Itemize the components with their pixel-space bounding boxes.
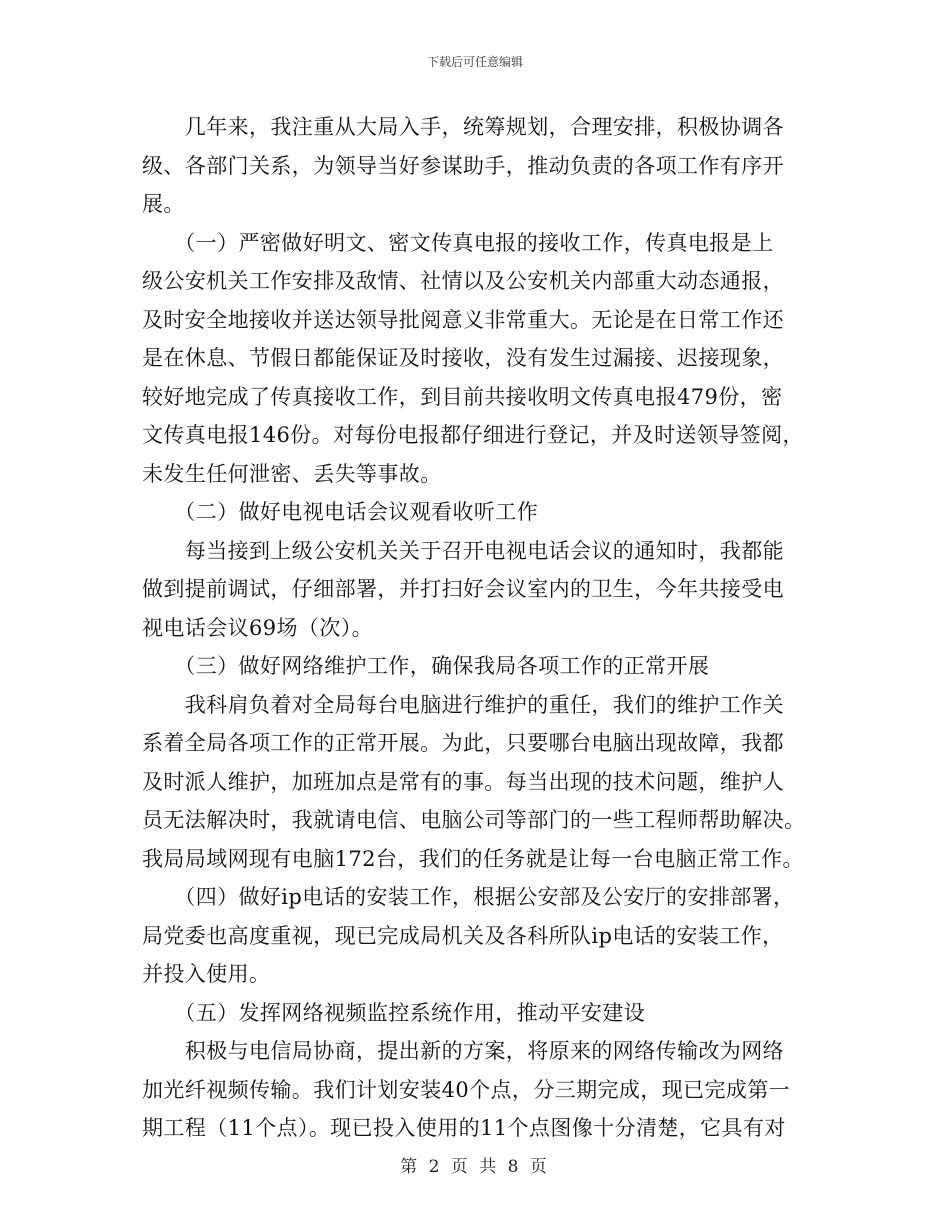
text-line: 加光纤视频传输。我们计划安装40个点，分三期完成，现已完成第一 (142, 1077, 791, 1102)
text-line: 文传真电报146份。对每份电报都仔细进行登记，并及时送领导签阅， (142, 423, 804, 447)
section-heading: （五）发挥网络视频监控系统作用，推动平安建设 (142, 1000, 646, 1025)
page-footer: 第 2 页 共 8 页 (400, 1157, 550, 1177)
text-line: 员无法解决时，我就请电信、电脑公司等部门的一些工程师帮助解决。 (142, 808, 806, 832)
text-line: 是在休息、节假日都能保证及时接收，没有发生过漏接、迟接现象， (142, 346, 784, 370)
text-line: 展。 (142, 192, 185, 216)
text-line: 及时安全地接收并送达领导批阅意义非常重大。无论是在日常工作还 (142, 307, 784, 332)
text-line: 视电话会议69场（次）。 (142, 615, 374, 640)
text-line: 我科肩负着对全局每台电脑进行维护的重任，我们的维护工作关 (142, 692, 784, 717)
text-line: 系着全局各项工作的正常开展。为此，只要哪台电脑出现故障，我都 (142, 731, 784, 755)
text-line: 期工程（11个点）。现已投入使用的11个点图像十分清楚，它具有对 (142, 1116, 786, 1140)
document-body (142, 108, 812, 1148)
section-heading: （三）做好网络维护工作，确保我局各项工作的正常开展 (142, 654, 710, 678)
text-line: 几年来，我注重从大局入手，统筹规划，合理安排，积极协调各 (142, 115, 784, 139)
text-line: 做到提前调试，仔细部署，并打扫好会议室内的卫生，今年共接受电 (142, 577, 784, 601)
text-line: 局党委也高度重视，现已完成局机关及各科所队ip电话的安装工作， (142, 923, 784, 948)
text-line: 级公安机关工作安排及敌情、社情以及公安机关内部重大动态通报， (142, 269, 784, 293)
text-line: 每当接到上级公安机关关于召开电视电话会议的通知时，我都能 (142, 538, 784, 563)
section-heading: （二）做好电视电话会议观看收听工作 (142, 500, 539, 524)
text-line: 较好地完成了传真接收工作，到目前共接收明文传真电报479份，密 (142, 384, 783, 409)
text-line: 积极与电信局协商，提出新的方案，将原来的网络传输改为网络 (142, 1039, 784, 1063)
text-line: 及时派人维护，加班加点是常有的事。每当出现的技术问题，维护人 (142, 769, 784, 794)
text-line: 级、各部门关系，为领导当好参谋助手，推动负责的各项工作有序开 (142, 153, 784, 178)
text-line: 我局局域网现有电脑172台，我们的任务就是让每一台电脑正常工作。 (142, 846, 804, 871)
page-header: 下载后可任意编辑 (426, 55, 523, 69)
text-line: （四）做好ip电话的安装工作，根据公安部及公安厅的安排部署， (142, 885, 795, 909)
text-line: 未发生任何泄密、丢失等事故。 (142, 461, 442, 486)
text-line: （一）严密做好明文、密文传真电报的接收工作，传真电报是上 (142, 230, 774, 255)
text-line: 并投入使用。 (142, 962, 271, 986)
